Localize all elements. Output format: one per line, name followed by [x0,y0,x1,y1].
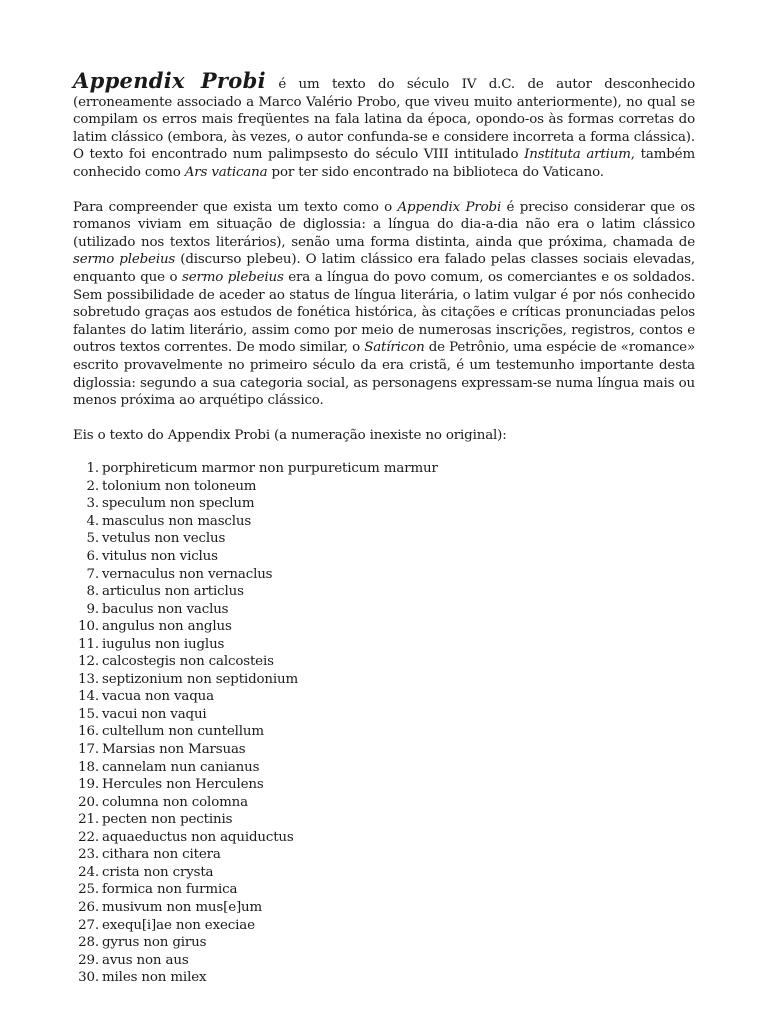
list-intro: Eis o texto do Appendix Probi (a numeração inexiste no original): [73,427,507,443]
list-item-text: miles non milex [102,970,207,986]
list-item [73,917,695,935]
list-item-number: 18. [78,759,99,775]
list-item-text: tolonium non toloneum [102,478,257,494]
intro-text-b: , também conhecido como [73,147,695,180]
list-item [73,846,695,864]
appendix-list [73,460,695,986]
list-item [73,566,695,584]
diglossia-text-d: era a língua do povo comum, os comerciantes e os soldados. Sem possibilidade de aceder ao status de língua literária, o latim vulgar é por nós conhecido sobretudo graças aos estudos de fonética histórica, às citações e críticas pronunciadas pelos falantes do latim literário, assim como por meio de numerosas inscrições, registros, contos e outros textos correntes. De modo similar, o [73,269,696,356]
list-item-text: musivum non mus[e]um [102,899,263,915]
list-item-text: vernaculus non vernaclus [102,566,273,582]
list-item [73,460,695,478]
list-item-number: 30. [78,970,99,986]
list-item-number: 2. [86,478,99,494]
list-item-text: columna non colomna [102,794,248,810]
diglossia-paragraph [73,199,695,410]
list-item [73,478,695,496]
list-item [73,811,695,829]
list-item-text: cithara non citera [102,847,221,863]
list-item-number: 21. [78,812,99,828]
list-item [73,688,695,706]
list-item-text: calcostegis non calcosteis [102,654,274,670]
list-item-text: aquaeductus non aquiductus [102,829,294,845]
list-item [73,759,695,777]
list-item [73,934,695,952]
list-item-text: cultellum non cuntellum [102,724,264,740]
list-item-text: vacui non vaqui [102,706,207,722]
diglossia-italic-appendix: Appendix Probi [397,199,502,215]
list-item-number: 27. [78,917,99,933]
list-item-text: speculum non speclum [102,496,255,512]
list-item-text: masculus non masclus [102,513,252,529]
list-item [73,513,695,531]
list-item [73,864,695,882]
list-item-number: 10. [78,619,99,635]
list-item [73,636,695,654]
intro-paragraph [73,68,695,182]
list-item-text: porphireticum marmor non purpureticum marmur [102,461,438,477]
list-item-text: angulus non anglus [102,619,232,635]
intro-text-a: é um texto do século IV d.C. de autor desconhecido (erroneamente associado a Marco Valério Probo, que viveu muito anteriormente), no qual se compilam os erros mais freqüentes na fala latina da época, opondo-os às formas corretas do latim clássico (embora, às vezes, o autor confunda-se e considere incorreta a forma clássica). O texto foi encontrado num palimpsesto do século VIII intitulado [73,77,695,163]
diglossia-text-e: de Petrônio, uma espécie de «romance» escrito provavelmente no primeiro século da era cristã, é um testemunho importante desta diglossia: segundo a sua categoria social, as personagens expressam-se numa língua mais ou menos próxima ao arquétipo clássico. [73,340,695,409]
list-item [73,952,695,970]
list-item-number: 26. [78,899,99,915]
list-item-text: vacua non vaqua [102,689,214,705]
list-item-text: baculus non vaclus [102,601,229,617]
list-item-number: 4. [86,513,99,529]
list-item-text: pecten non pectinis [102,812,233,828]
diglossia-text-a: Para compreender que exista um texto como o [73,199,398,215]
list-item [73,969,695,987]
list-item-number: 9. [86,601,99,617]
list-item-text: iugulus non iuglus [102,636,225,652]
list-item [73,653,695,671]
list-item-number: 5. [86,531,99,547]
list-item-number: 20. [78,794,99,810]
list-item-number: 16. [78,724,99,740]
list-item-number: 28. [78,935,99,951]
list-item-number: 22. [78,829,99,845]
diglossia-italic-sermo-1: sermo plebeius [73,252,176,268]
document-page [73,68,696,987]
list-item-text: avus non aus [102,952,189,968]
list-item [73,583,695,601]
intro-italic-ars: Ars vaticana [184,164,268,180]
list-item-number: 24. [78,864,99,880]
list-item-number: 19. [78,777,99,793]
list-item [73,794,695,812]
list-item-text: formica non furmica [102,882,238,898]
list-item [73,899,695,917]
intro-text-c: por ter sido encontrado na biblioteca do Vaticano. [267,164,604,180]
list-item [73,618,695,636]
list-item-number: 12. [78,654,99,670]
diglossia-italic-satiricon: Satíricon [364,340,425,356]
document-title: Appendix Probi [73,68,266,93]
intro-italic-instituta: Instituta artium [524,147,631,163]
list-item-number: 11. [78,636,99,652]
list-item-number: 8. [86,584,99,600]
list-item-text: exequ[i]ae non execiae [102,917,255,933]
diglossia-italic-sermo-2: sermo plebeius [182,269,284,285]
list-item-number: 3. [86,496,99,512]
list-item-number: 29. [78,952,99,968]
list-item-number: 23. [78,847,99,863]
list-item-text: crista non crysta [102,864,214,880]
list-item [73,530,695,548]
list-item-number: 1. [86,461,99,477]
list-item [73,548,695,566]
list-item-text: gyrus non girus [102,935,207,951]
list-item-number: 14. [78,689,99,705]
list-item-number: 6. [86,549,99,565]
list-item-text: vitulus non viclus [102,549,218,565]
list-item [73,741,695,759]
list-item [73,706,695,724]
list-item-number: 17. [78,742,99,758]
list-item-text: articulus non articlus [102,584,244,600]
diglossia-text-b: é preciso considerar que os romanos viviam em situação de diglossia: a língua do dia-a-dia não era o latim clássico (utilizado nos textos literários), senão uma forma distinta, ainda que próxima, chamada de [73,199,695,250]
list-item-number: 25. [78,882,99,898]
list-item [73,881,695,899]
list-item-text: septizonium non septidonium [102,671,299,687]
list-item [73,671,695,689]
diglossia-text-c: (discurso plebeu). O latim clássico era falado pelas classes sociais elevadas, enquanto que o [73,252,695,285]
list-item [73,829,695,847]
list-item-number: 7. [86,566,99,582]
list-item-text: Marsias non Marsuas [102,742,246,758]
list-item-text: vetulus non veclus [102,531,226,547]
list-item-number: 13. [78,671,99,687]
list-item [73,723,695,741]
list-item-number: 15. [78,706,99,722]
list-item [73,776,695,794]
list-item [73,601,695,619]
list-item [73,495,695,513]
list-item-text: Hercules non Herculens [102,777,264,793]
list-item-text: cannelam nun canianus [102,759,260,775]
